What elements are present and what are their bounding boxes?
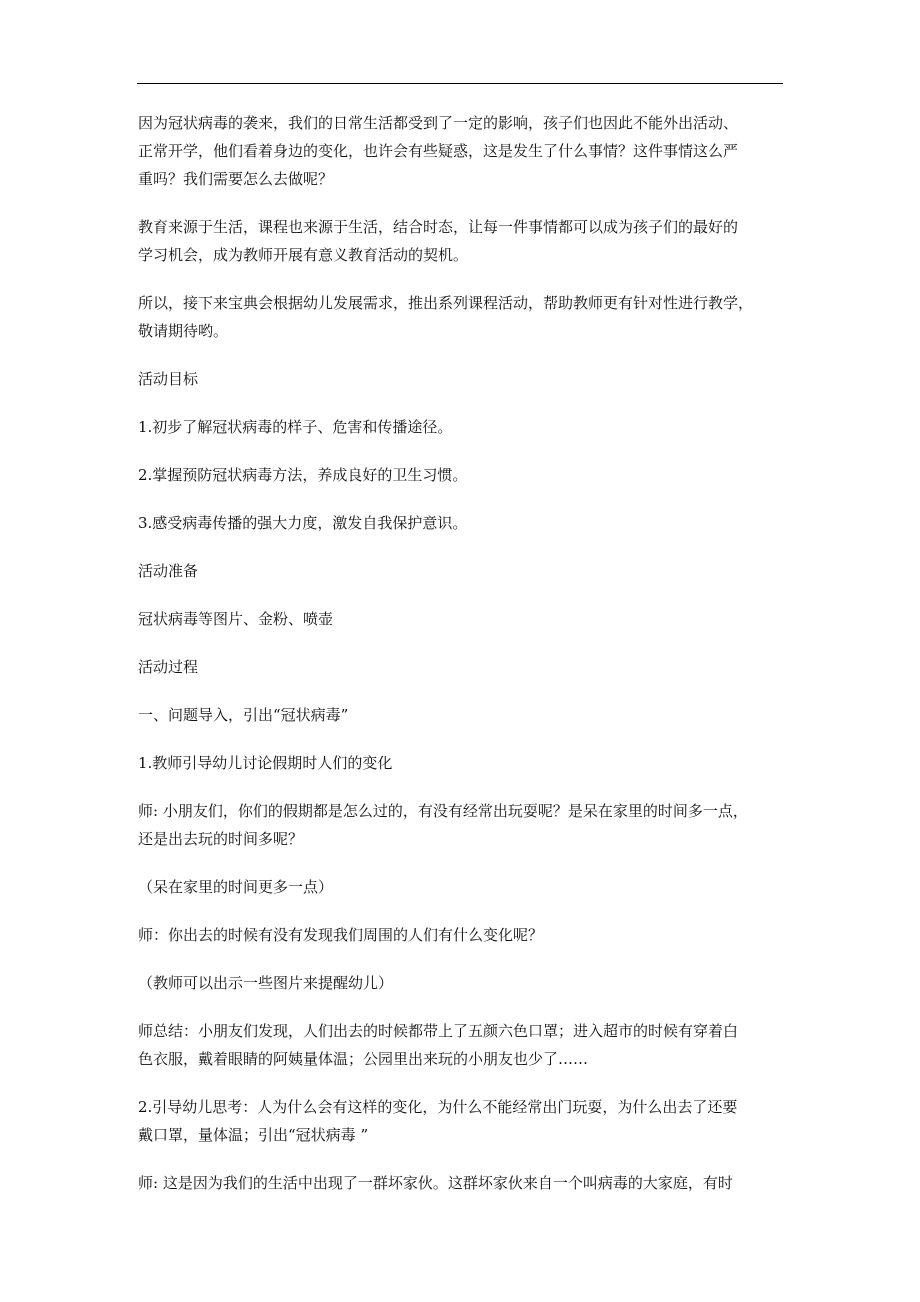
paragraph [138, 873, 788, 901]
paragraph [138, 701, 788, 729]
text-line: 重吗？我们需要怎么去做呢？ [138, 170, 334, 188]
text-line: （教师可以出示一些图片来提醒幼儿） [138, 974, 394, 992]
text-line: 一、问题导入，引出“冠状病毒” [138, 706, 349, 724]
text-line: 还是出去玩的时间多呢？ [138, 830, 304, 848]
text-line: （呆在家里的时间更多一点） [138, 878, 334, 896]
paragraph [138, 213, 788, 269]
header-rule [137, 83, 783, 84]
text-line: 戴口罩，量体温；引出“冠状病毒 ” [138, 1126, 369, 1144]
text-line: 1.初步了解冠状病毒的样子、危害和传播途径。 [138, 418, 453, 436]
paragraph [138, 921, 788, 949]
text-line: 因为冠状病毒的袭来，我们的日常生活都受到了一定的影响，孩子们也因此不能外出活动、 [138, 114, 739, 132]
text-line: 师总结：小朋友们发现，人们出去的时候都带上了五颜六色口罩；进入超市的时候有穿着白 [138, 1022, 739, 1040]
document-body [138, 109, 788, 1217]
text-line: 师：你出去的时候有没有发现我们周围的人们有什么变化呢？ [138, 926, 544, 944]
text-line: 师: 小朋友们，你们的假期都是怎么过的，有没有经常出玩耍呢？是呆在家里的时间多一点， [138, 802, 748, 820]
text-line: 教育来源于生活，课程也来源于生活，结合时态，让每一件事情都可以成为孩子们的最好的 [138, 218, 739, 236]
paragraph [138, 1017, 788, 1073]
text-line: 活动准备 [138, 562, 199, 580]
text-line: 师: 这是因为我们的生活中出现了一群坏家伙。这群坏家伙来自一个叫病毒的大家庭，有时 [138, 1174, 733, 1192]
text-line: 活动过程 [138, 658, 199, 676]
text-line: 2.引导幼儿思考：人为什么会有这样的变化，为什么不能经常出门玩耍，为什么出去了还要 [138, 1098, 738, 1116]
text-line: 3.感受病毒传播的强大力度，激发自我保护意识。 [138, 514, 468, 532]
paragraph [138, 653, 788, 681]
paragraph [138, 749, 788, 777]
text-line: 正常开学，他们看着身边的变化，也许会有些疑惑，这是发生了什么事情？这件事情这么严 [138, 142, 739, 160]
text-line: 所以，接下来宝典会根据幼儿发展需求，推出系列课程活动，帮助教师更有针对性进行教学， [138, 294, 754, 312]
paragraph [138, 509, 788, 537]
text-line: 2.掌握预防冠状病毒方法，养成良好的卫生习惯。 [138, 466, 468, 484]
paragraph [138, 413, 788, 441]
text-line: 冠状病毒等图片、金粉、喷壶 [138, 610, 334, 628]
paragraph [138, 1169, 788, 1197]
text-line: 色衣服，戴着眼睛的阿姨量体温；公园里出来玩的小朋友也少了…… [138, 1050, 589, 1068]
paragraph [138, 797, 788, 853]
paragraph [138, 109, 788, 193]
text-line: 活动目标 [138, 370, 199, 388]
text-line: 敬请期待哟。 [138, 322, 229, 340]
paragraph [138, 461, 788, 489]
paragraph [138, 605, 788, 633]
text-line: 学习机会，成为教师开展有意义教育活动的契机。 [138, 246, 469, 264]
paragraph [138, 557, 788, 585]
text-line: 1.教师引导幼儿讨论假期时人们的变化 [138, 754, 393, 772]
paragraph [138, 1093, 788, 1149]
paragraph [138, 969, 788, 997]
paragraph [138, 365, 788, 393]
paragraph [138, 289, 788, 345]
